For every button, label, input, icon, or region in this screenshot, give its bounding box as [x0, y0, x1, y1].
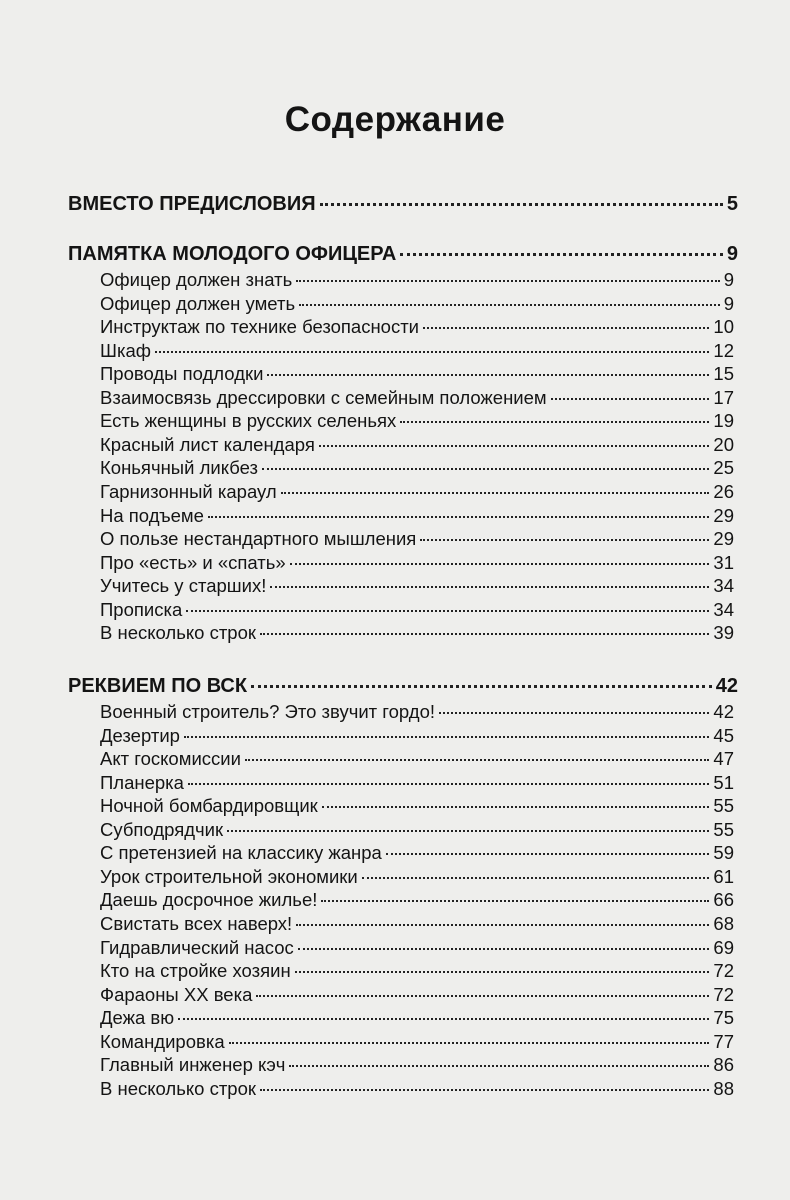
toc-entry[interactable] [100, 913, 734, 935]
entry-title: Командировка [100, 1030, 225, 1052]
entry-title: РЕКВИЕМ ПО ВСК [68, 675, 248, 697]
toc-entry[interactable] [100, 1007, 734, 1029]
dot-leader [299, 304, 720, 306]
page-number: 77 [713, 1030, 734, 1052]
toc-entry[interactable] [100, 866, 734, 888]
dot-leader [551, 398, 710, 400]
page-number: 5 [726, 193, 738, 215]
toc-entry[interactable] [100, 960, 734, 982]
page-number: 75 [713, 1007, 734, 1029]
toc-entry[interactable] [100, 842, 734, 864]
toc-entry[interactable] [100, 457, 734, 479]
page-number: 10 [713, 316, 734, 338]
entry-title: Коньячный ликбез [100, 457, 258, 479]
dot-leader [281, 492, 710, 494]
page-number: 31 [713, 551, 734, 573]
page-number: 42 [715, 675, 738, 697]
page-number: 19 [713, 410, 734, 432]
toc-entry[interactable] [100, 575, 734, 597]
dot-leader [290, 563, 710, 565]
toc-entry[interactable] [100, 1031, 734, 1053]
entry-title: В несколько строк [100, 1077, 256, 1099]
page-number: 55 [713, 795, 734, 817]
dot-leader [155, 351, 709, 353]
toc-entry[interactable] [100, 363, 734, 385]
page-number: 17 [713, 386, 734, 408]
dot-leader [229, 1042, 710, 1044]
entry-title: Главный инженер кэч [100, 1054, 286, 1076]
toc-entry[interactable] [100, 528, 734, 550]
toc-entry[interactable] [100, 1054, 734, 1076]
entry-title: С претензией на классику жанра [100, 842, 382, 864]
page-number: 12 [713, 339, 734, 361]
dot-leader [270, 586, 709, 588]
page-number: 55 [713, 818, 734, 840]
dot-leader [321, 900, 709, 902]
page-number: 72 [713, 960, 734, 982]
page-number: 72 [713, 983, 734, 1005]
toc-entry[interactable] [100, 505, 734, 527]
dot-leader [186, 610, 709, 612]
entry-title: Гарнизонный караул [100, 480, 277, 502]
dot-leader [227, 830, 709, 832]
entry-title: Военный строитель? Это звучит гордо! [100, 701, 436, 722]
entry-title: Учитесь у старших! [100, 575, 267, 597]
toc-entry[interactable] [100, 984, 734, 1006]
toc-entry[interactable] [100, 701, 734, 723]
entry-title: Дежа вю [100, 1007, 175, 1029]
page-title: Содержание [284, 100, 506, 139]
toc-entry[interactable] [100, 340, 734, 362]
dot-leader [439, 712, 709, 714]
dot-leader [289, 1065, 709, 1067]
toc-entry[interactable] [100, 552, 734, 574]
toc-entry[interactable] [100, 889, 734, 911]
page-number: 9 [726, 243, 738, 265]
page-number: 26 [713, 480, 734, 502]
page-number: 66 [713, 889, 734, 911]
dot-leader [362, 877, 710, 879]
entry-title: Шкаф [100, 339, 151, 361]
page-number: 25 [713, 457, 734, 479]
dot-leader [295, 971, 710, 973]
entry-title: Взаимосвязь дрессировки с семейным положением [100, 386, 547, 408]
dot-leader [423, 327, 709, 329]
dot-leader [320, 203, 723, 206]
entry-title: Планерка [100, 771, 184, 793]
dot-leader [296, 924, 709, 926]
page-number: 20 [713, 433, 734, 455]
page-number: 61 [713, 865, 734, 887]
toc-entry[interactable] [100, 269, 734, 291]
page-number: 68 [713, 912, 734, 934]
entry-title: Даешь досрочное жилье! [100, 889, 318, 911]
page-number: 29 [713, 528, 734, 550]
toc-entry[interactable] [100, 772, 734, 794]
entry-title: Гидравлический насос [100, 936, 294, 958]
page-number: 88 [713, 1077, 734, 1099]
dot-leader [188, 783, 709, 785]
entry-title: Офицер должен уметь [100, 292, 296, 314]
page-number: 69 [713, 936, 734, 958]
dot-leader [319, 445, 710, 447]
dot-leader [256, 995, 709, 997]
entry-title: На подъеме [100, 504, 204, 526]
page-number: 39 [713, 622, 734, 644]
dot-leader [267, 374, 709, 376]
entry-title: Дезертир [100, 724, 180, 746]
toc-entry[interactable] [100, 387, 734, 409]
page-number: 9 [723, 292, 734, 314]
dot-leader [386, 853, 710, 855]
toc-entry[interactable] [100, 725, 734, 747]
entry-title: Акт госкомиссии [100, 748, 241, 770]
entry-title: Красный лист календаря [100, 433, 315, 455]
dot-leader [208, 516, 709, 518]
page-number: 9 [723, 269, 734, 290]
dot-leader [298, 948, 710, 950]
toc-entry[interactable] [100, 293, 734, 315]
page-number: 29 [713, 504, 734, 526]
dot-leader [322, 806, 710, 808]
entry-title: Свистать всех наверх! [100, 912, 293, 934]
dot-leader [184, 736, 709, 738]
dot-leader [400, 253, 723, 256]
page-number: 51 [713, 771, 734, 793]
entry-title: Фараоны XX века [100, 983, 253, 1005]
page-number: 15 [713, 363, 734, 385]
toc-entry[interactable] [100, 410, 734, 432]
section-heading[interactable] [68, 243, 738, 265]
toc-entry[interactable] [100, 434, 734, 456]
toc-entry[interactable] [100, 599, 734, 621]
dot-leader [251, 685, 712, 688]
page-number: 86 [713, 1054, 734, 1076]
entry-title: Есть женщины в русских селеньях [100, 410, 397, 432]
section-heading[interactable] [68, 675, 738, 697]
page-number: 34 [713, 575, 734, 597]
page-number: 34 [713, 598, 734, 620]
entry-title: Прописка [100, 598, 183, 620]
toc-entry[interactable] [100, 748, 734, 770]
toc-entry[interactable] [100, 316, 734, 338]
entry-title: Кто на стройке хозяин [100, 960, 291, 982]
toc-entry[interactable] [100, 819, 734, 841]
page-number: 42 [713, 701, 734, 722]
page-number: 45 [713, 724, 734, 746]
section-heading[interactable] [68, 193, 738, 215]
entry-title: О пользе нестандартного мышления [100, 528, 417, 550]
dot-leader [400, 421, 709, 423]
entry-title: ПАМЯТКА МОЛОДОГО ОФИЦЕРА [68, 243, 397, 265]
toc-entry[interactable] [100, 795, 734, 817]
entry-title: Субподрядчик [100, 818, 224, 840]
entry-title: Проводы подлодки [100, 363, 264, 385]
entry-title: Ночной бомбардировщик [100, 795, 318, 817]
entry-title: Офицер должен знать [100, 269, 293, 290]
entry-title: Инструктаж по технике безопасности [100, 316, 420, 338]
page-number: 47 [713, 748, 734, 770]
entry-title: Про «есть» и «спать» [100, 551, 286, 573]
dot-leader [260, 1089, 709, 1091]
toc-entry[interactable] [100, 1078, 734, 1100]
dot-leader [245, 759, 709, 761]
toc-entry[interactable] [100, 481, 734, 503]
dot-leader [260, 633, 709, 635]
entry-title: Урок строительной экономики [100, 865, 358, 887]
dot-leader [178, 1018, 709, 1020]
entry-title: В несколько строк [100, 622, 256, 644]
dot-leader [296, 280, 719, 282]
toc-entry[interactable] [100, 937, 734, 959]
dot-leader [420, 539, 709, 541]
dot-leader [262, 468, 709, 470]
toc-entry[interactable] [100, 622, 734, 644]
entry-title: ВМЕСТО ПРЕДИСЛОВИЯ [68, 193, 316, 215]
page-number: 59 [713, 842, 734, 864]
